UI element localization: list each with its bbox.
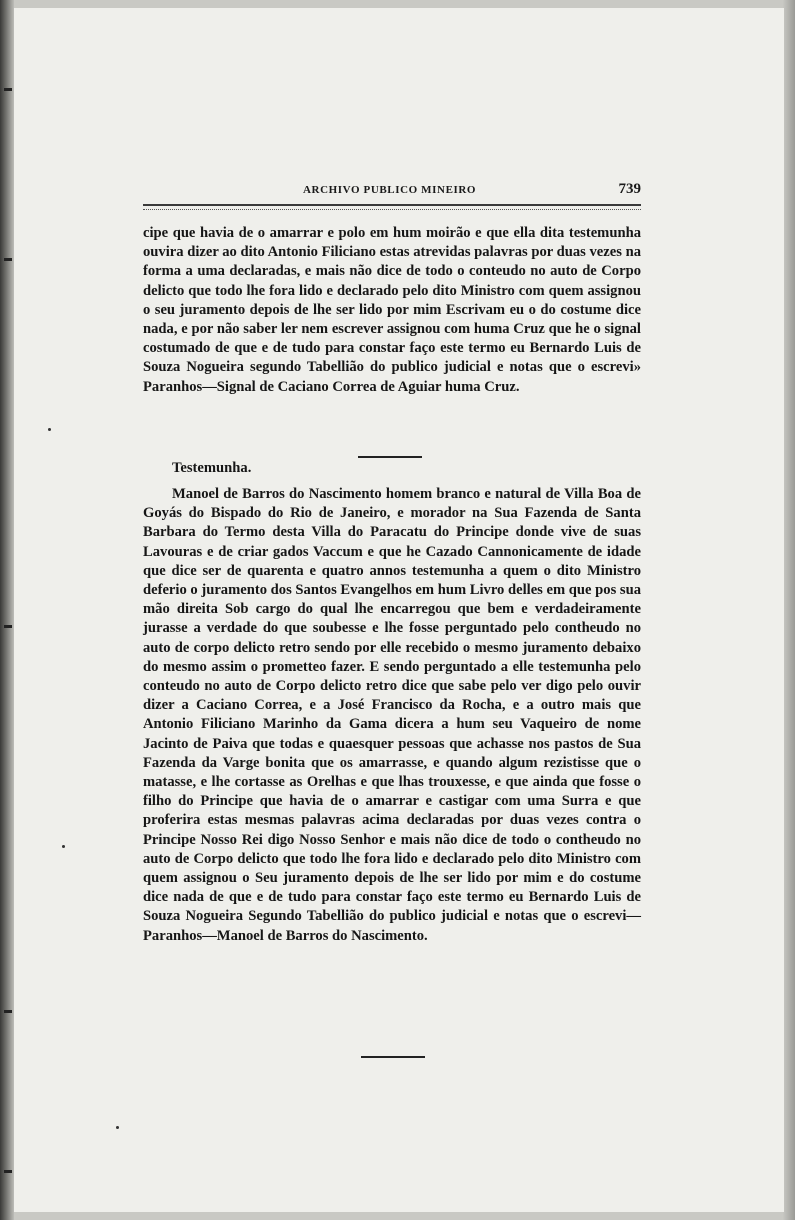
- margin-mark: [4, 258, 12, 261]
- end-separator: [361, 1056, 425, 1058]
- margin-mark: [4, 1010, 12, 1013]
- margin-mark: [4, 88, 12, 91]
- margin-mark: [4, 1170, 12, 1173]
- paragraph-testimony: Manoel de Barros do Nascimento homem branco e natural de Villa Boa de Goyás do Bispado do Rio de Janeiro, e morador na Sua Fazenda de Santa Barbara do Termo desta Villa do Paracatu do Principe donde vive de suas Lavouras e de criar gados Vaccum e que he Cazado Cannonicamente de idade que dice ser de quarenta e quatro annos testemunha a quem o dito Ministro deferio o juramento dos Santos Evangelhos em hum Livro delles em que pos sua mão direita Sob cargo do qual lhe encarregou que bem e verdadeiramente jurasse a verdade do que soubesse e lhe fosse perguntado pelo contheudo no auto de corpo delicto retro sendo por elle recebido o mesmo juramento debaixo do mesmo assim o prometteo fazer. E sendo perguntado a elle testemunha pelo conteudo no auto de Corpo delicto retro dice que sabe pelo ver digo pelo ouvir dizer a Caciano Correa, e a José Francisco da Rocha, e a outro mais que Antonio Filiciano Marinho da Gama dicera a hum seu Vaqueiro de nome Jacinto de Paiva que todas e quaesquer pessoas que achasse nos pastos de Sua Fazenda da Varge bonita que os amarrasse, e quando algum rezistisse que o matasse, e lhe cortasse as Orelhas e que lhas trouxesse, e que ainda que fosse o filho do Principe que havia de o amarrar e castigar com uma Surra e que proferira estas mesmas palavras acima declaradas por duas vezes contra o Principe Nosso Rei digo Nosso Senhor e mais não dice de todo o contheudo no auto de Corpo delicto que todo lhe fora lido e declarado pelo dito Ministro com quem assignou o Seu juramento depois de lhe ser lido por mim e do costume dice nada de que e de tudo para constar faço este termo eu Bernardo Luis de Souza Nogueira Segundo Tabellião do publico judicial e notas que o escrevi—Paranhos—Manoel de Barros do Nascimento.: [143, 486, 641, 944]
- header-rule-dotted: [143, 209, 641, 210]
- margin-mark: [4, 625, 12, 628]
- page-header: [143, 181, 641, 204]
- paragraph-continued: cipe que havia de o amarrar e polo em hum moirão e que ella dita testemunha ouvira dizer ao dito Antonio Filiciano estas atrevidas palavras por duas vezes na forma a uma declaradas, e mais não dice de todo o conteudo no auto de Corpo delicto que todo lhe fora lido e declarado pelo dito Ministro com quem assignou o seu juramento depois de lhe ser lido por mim Escrivam eu o do costume dice nada, e por não saber ler nem escrever assignou com huma Cruz que he o signal costumado de que e de tudo para constar faço este termo eu Bernardo Luis de Souza Nogueira segundo Tabellião do publico judicial e notas que o escrevi» Paranhos—Signal de Caciano Correa de Aguiar huma Cruz.: [143, 225, 641, 395]
- header-rule: [143, 204, 641, 206]
- scan-speck: [62, 845, 65, 848]
- running-title: ARCHIVO PUBLICO MINEIRO: [303, 184, 477, 196]
- section-separator: [358, 456, 422, 458]
- scan-left-edge: [0, 0, 14, 1220]
- scan-speck: [116, 1126, 119, 1129]
- scan-right-edge: [783, 0, 795, 1220]
- section-heading: Testemunha.: [172, 460, 252, 476]
- scan-speck: [48, 428, 51, 431]
- page-number: 739: [618, 181, 641, 197]
